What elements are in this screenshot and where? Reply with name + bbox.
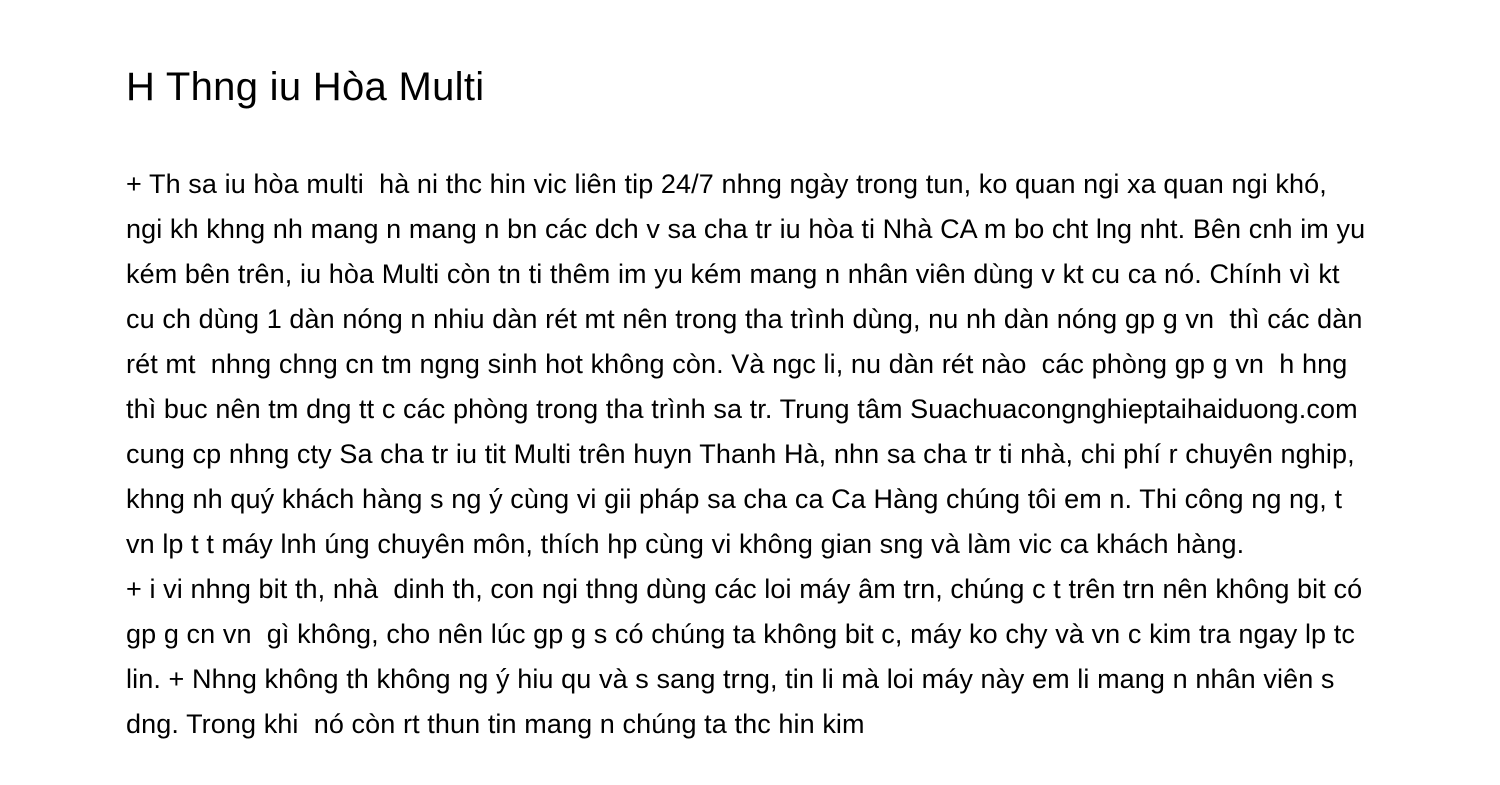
paragraph-2: + i vi nhng bit th, nhà dinh th, con ngi thng dùng các loi máy âm trn, chúng c t trên trn nên không bit có gp g cn vn gì không, cho nên lúc gp g s có chúng ta không bit c, máy ko chy và vn c kim tra ngay lp tc lin. + Nhng không th không ng ý hiu qu và s sang trng, tin li mà loi máy này em li mang n nhân viên s dng. Trong khi nó còn rt thun tin mang n chúng ta thc hin kim: [126, 574, 1370, 739]
page-title: H Thng iu Hòa Multi: [126, 65, 485, 109]
paragraph-1: + Th sa iu hòa multi hà ni thc hin vic liên tip 24/7 nhng ngày trong tun, ko quan ngi xa quan ngi khó, ngi kh khng nh mang n mang n bn các dch v sa cha tr iu hòa ti Nhà CA m bo cht lng nht. Bên cnh im yu kém bên trên, iu hòa Multi còn tn ti thêm im yu kém mang n nhân viên dùng v kt cu ca nó. Chính vì kt cu ch dùng 1 dàn nóng n nhiu dàn rét mt nên trong tha trình dùng, nu nh dàn nóng gp g vn thì các dàn rét mt nhng chng cn tm ngng sinh hot không còn. Và ngc li, nu dàn rét nào các phòng gp g vn h hng thì buc nên tm dng tt c các phòng trong tha trình sa tr. Trung tâm Suachuacongnghieptaihaiduong.com cung cp nhng cty Sa cha tr iu tit Multi trên huyn Thanh Hà, nhn sa cha tr ti nhà, chi phí r chuyên nghip, khng nh quý khách hàng s ng ý cùng vi gii pháp sa cha ca Ca Hàng chúng tôi em n. Thi công ng ng, t vn lp t t máy lnh úng chuyên môn, thích hp cùng vi không gian sng và làm vic ca khách hàng.: [126, 169, 1373, 559]
